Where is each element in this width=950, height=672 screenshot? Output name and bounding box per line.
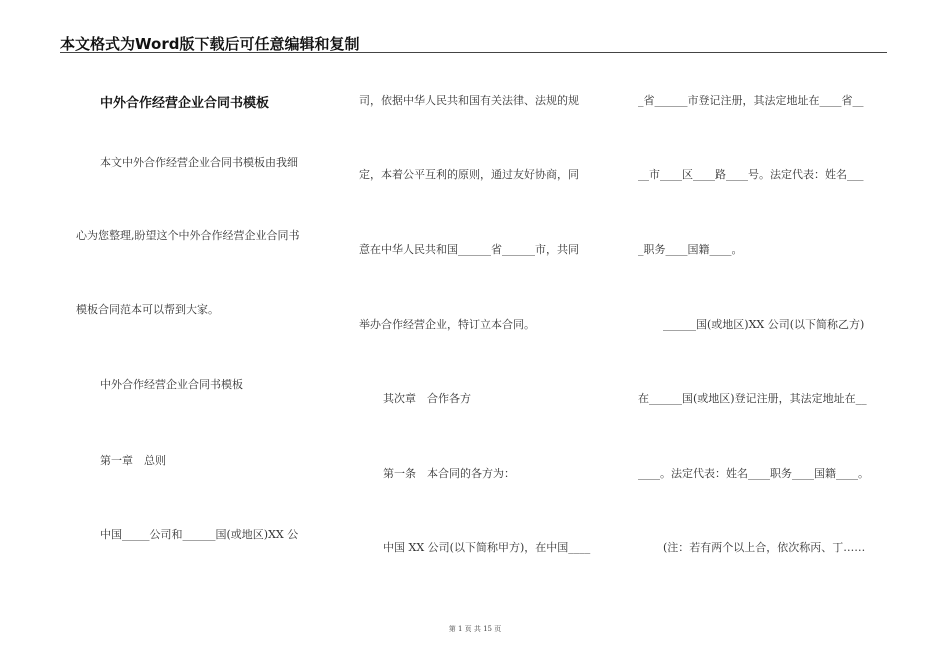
paragraph-line: __市____区____路____号。法定代表：姓名___ xyxy=(638,168,864,181)
paragraph-line: ______国(或地区)XX 公司(以下简称乙方) xyxy=(663,318,865,331)
section-heading: 中外合作经营企业合同书模板 xyxy=(100,378,243,391)
paragraph-line: 定，本着公平互利的原则，通过友好协商，同 xyxy=(359,168,579,181)
document-title: 中外合作经营企业合同书模板 xyxy=(100,96,270,111)
paragraph-line: (注：若有两个以上合，依次称丙、丁…… xyxy=(663,541,866,554)
paragraph-line: 在______国(或地区)登记注册，其法定地址在__ xyxy=(638,392,867,405)
paragraph-line: 本文中外合作经营企业合同书模板由我细 xyxy=(100,156,298,169)
page-header-title: 本文格式为Word版下载后可任意编辑和复制 xyxy=(60,35,360,53)
column-1 xyxy=(0,0,330,630)
paragraph-line: 意在中华人民共和国______省______市，共同 xyxy=(359,243,579,256)
paragraph-line: _省______市登记注册，其法定地址在____省__ xyxy=(638,94,864,107)
chapter-heading: 其次章 合作各方 xyxy=(383,392,471,405)
paragraph-line: 中国_____公司和______国(或地区)XX 公 xyxy=(100,528,299,541)
paragraph-line: ____。法定代表：姓名____职务____国籍____。 xyxy=(638,467,869,480)
page-number-footer: 第 1 页 共 15 页 xyxy=(448,625,502,633)
column-2 xyxy=(350,0,620,630)
paragraph-line: 模板合同范本可以帮到大家。 xyxy=(76,303,219,316)
paragraph-line: _职务____国籍____。 xyxy=(638,243,743,256)
paragraph-line: 中国 XX 公司(以下简称甲方)，在中国____ xyxy=(383,541,591,554)
paragraph-line: 举办合作经营企业，特订立本合同。 xyxy=(359,318,535,331)
column-3 xyxy=(630,0,900,630)
article-heading: 第一条 本合同的各方为： xyxy=(383,467,515,480)
paragraph-line: 司，依据中华人民共和国有关法律、法规的规 xyxy=(359,94,579,107)
chapter-heading: 第一章 总则 xyxy=(100,454,166,467)
paragraph-line: 心为您整理,盼望这个中外合作经营企业合同书 xyxy=(76,229,300,242)
